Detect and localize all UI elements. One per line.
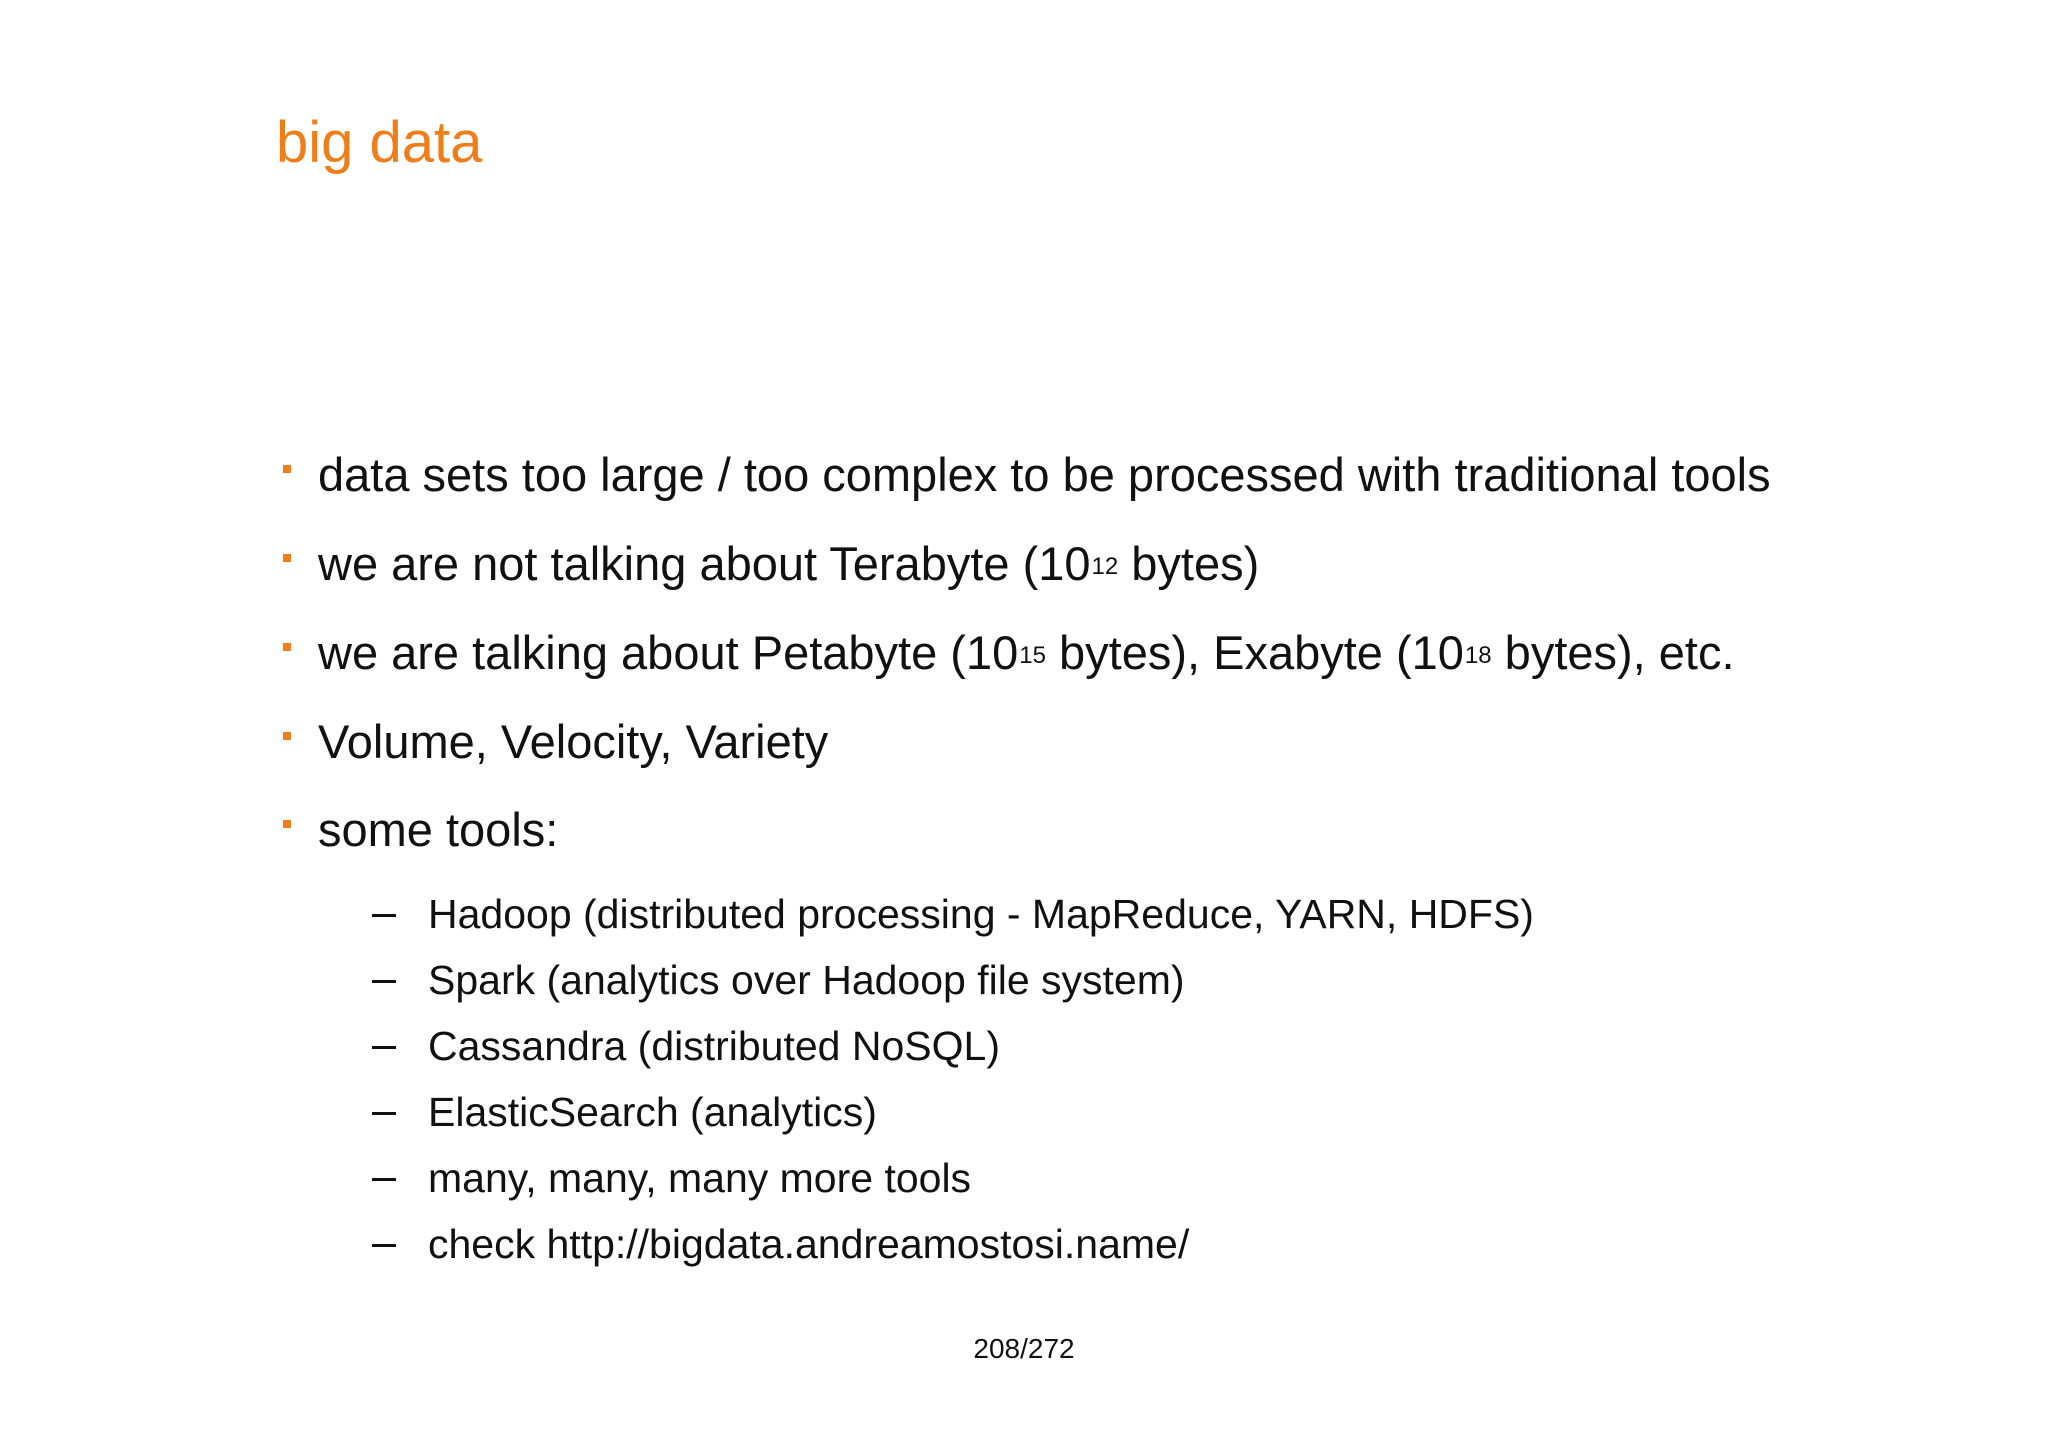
bullet-square-icon	[283, 465, 291, 473]
dash-icon	[372, 1178, 396, 1181]
bullet-text	[318, 623, 1735, 683]
page-number: 208/272	[973, 1333, 1075, 1364]
bullet-text: Volume, Velocity, Variety	[318, 715, 829, 768]
bullet-text-part: bytes)	[1118, 537, 1260, 590]
dash-icon	[372, 1046, 396, 1049]
dash-icon	[372, 1244, 396, 1247]
bullet-square-icon	[283, 643, 291, 651]
tool-text: ElasticSearch (analytics)	[428, 1089, 877, 1135]
exponent: 18	[1464, 642, 1492, 669]
bullet-square-icon	[283, 554, 291, 562]
bullet-square-icon	[283, 820, 291, 828]
dash-icon	[372, 914, 396, 917]
dash-icon	[372, 1112, 396, 1115]
bullet-text: data sets too large / too complex to be processed with traditional tools	[318, 448, 1771, 501]
exponent: 15	[1019, 642, 1046, 669]
bullet-text-part: we are not talking about Terabyte (10	[318, 537, 1091, 590]
tool-text: Cassandra (distributed NoSQL)	[428, 1023, 1000, 1069]
bullet-text	[318, 534, 1259, 594]
bullet-text-part: bytes), etc.	[1491, 626, 1735, 679]
tool-text: Spark (analytics over Hadoop file system)	[428, 957, 1185, 1003]
tool-text: check http://bigdata.andreamostosi.name/	[428, 1221, 1190, 1267]
tool-text: many, many, many more tools	[428, 1155, 972, 1201]
bullet-square-icon	[283, 732, 291, 740]
bullet-text: some tools:	[318, 803, 559, 856]
dash-icon	[372, 980, 396, 983]
bullet-text-part: bytes), Exabyte (10	[1045, 626, 1464, 679]
tool-text: Hadoop (distributed processing - MapReduce, YARN, HDFS)	[428, 891, 1534, 937]
slide-title: big data	[276, 110, 483, 175]
exponent: 12	[1091, 553, 1119, 580]
bullet-text-part: we are talking about Petabyte (10	[318, 626, 1019, 679]
